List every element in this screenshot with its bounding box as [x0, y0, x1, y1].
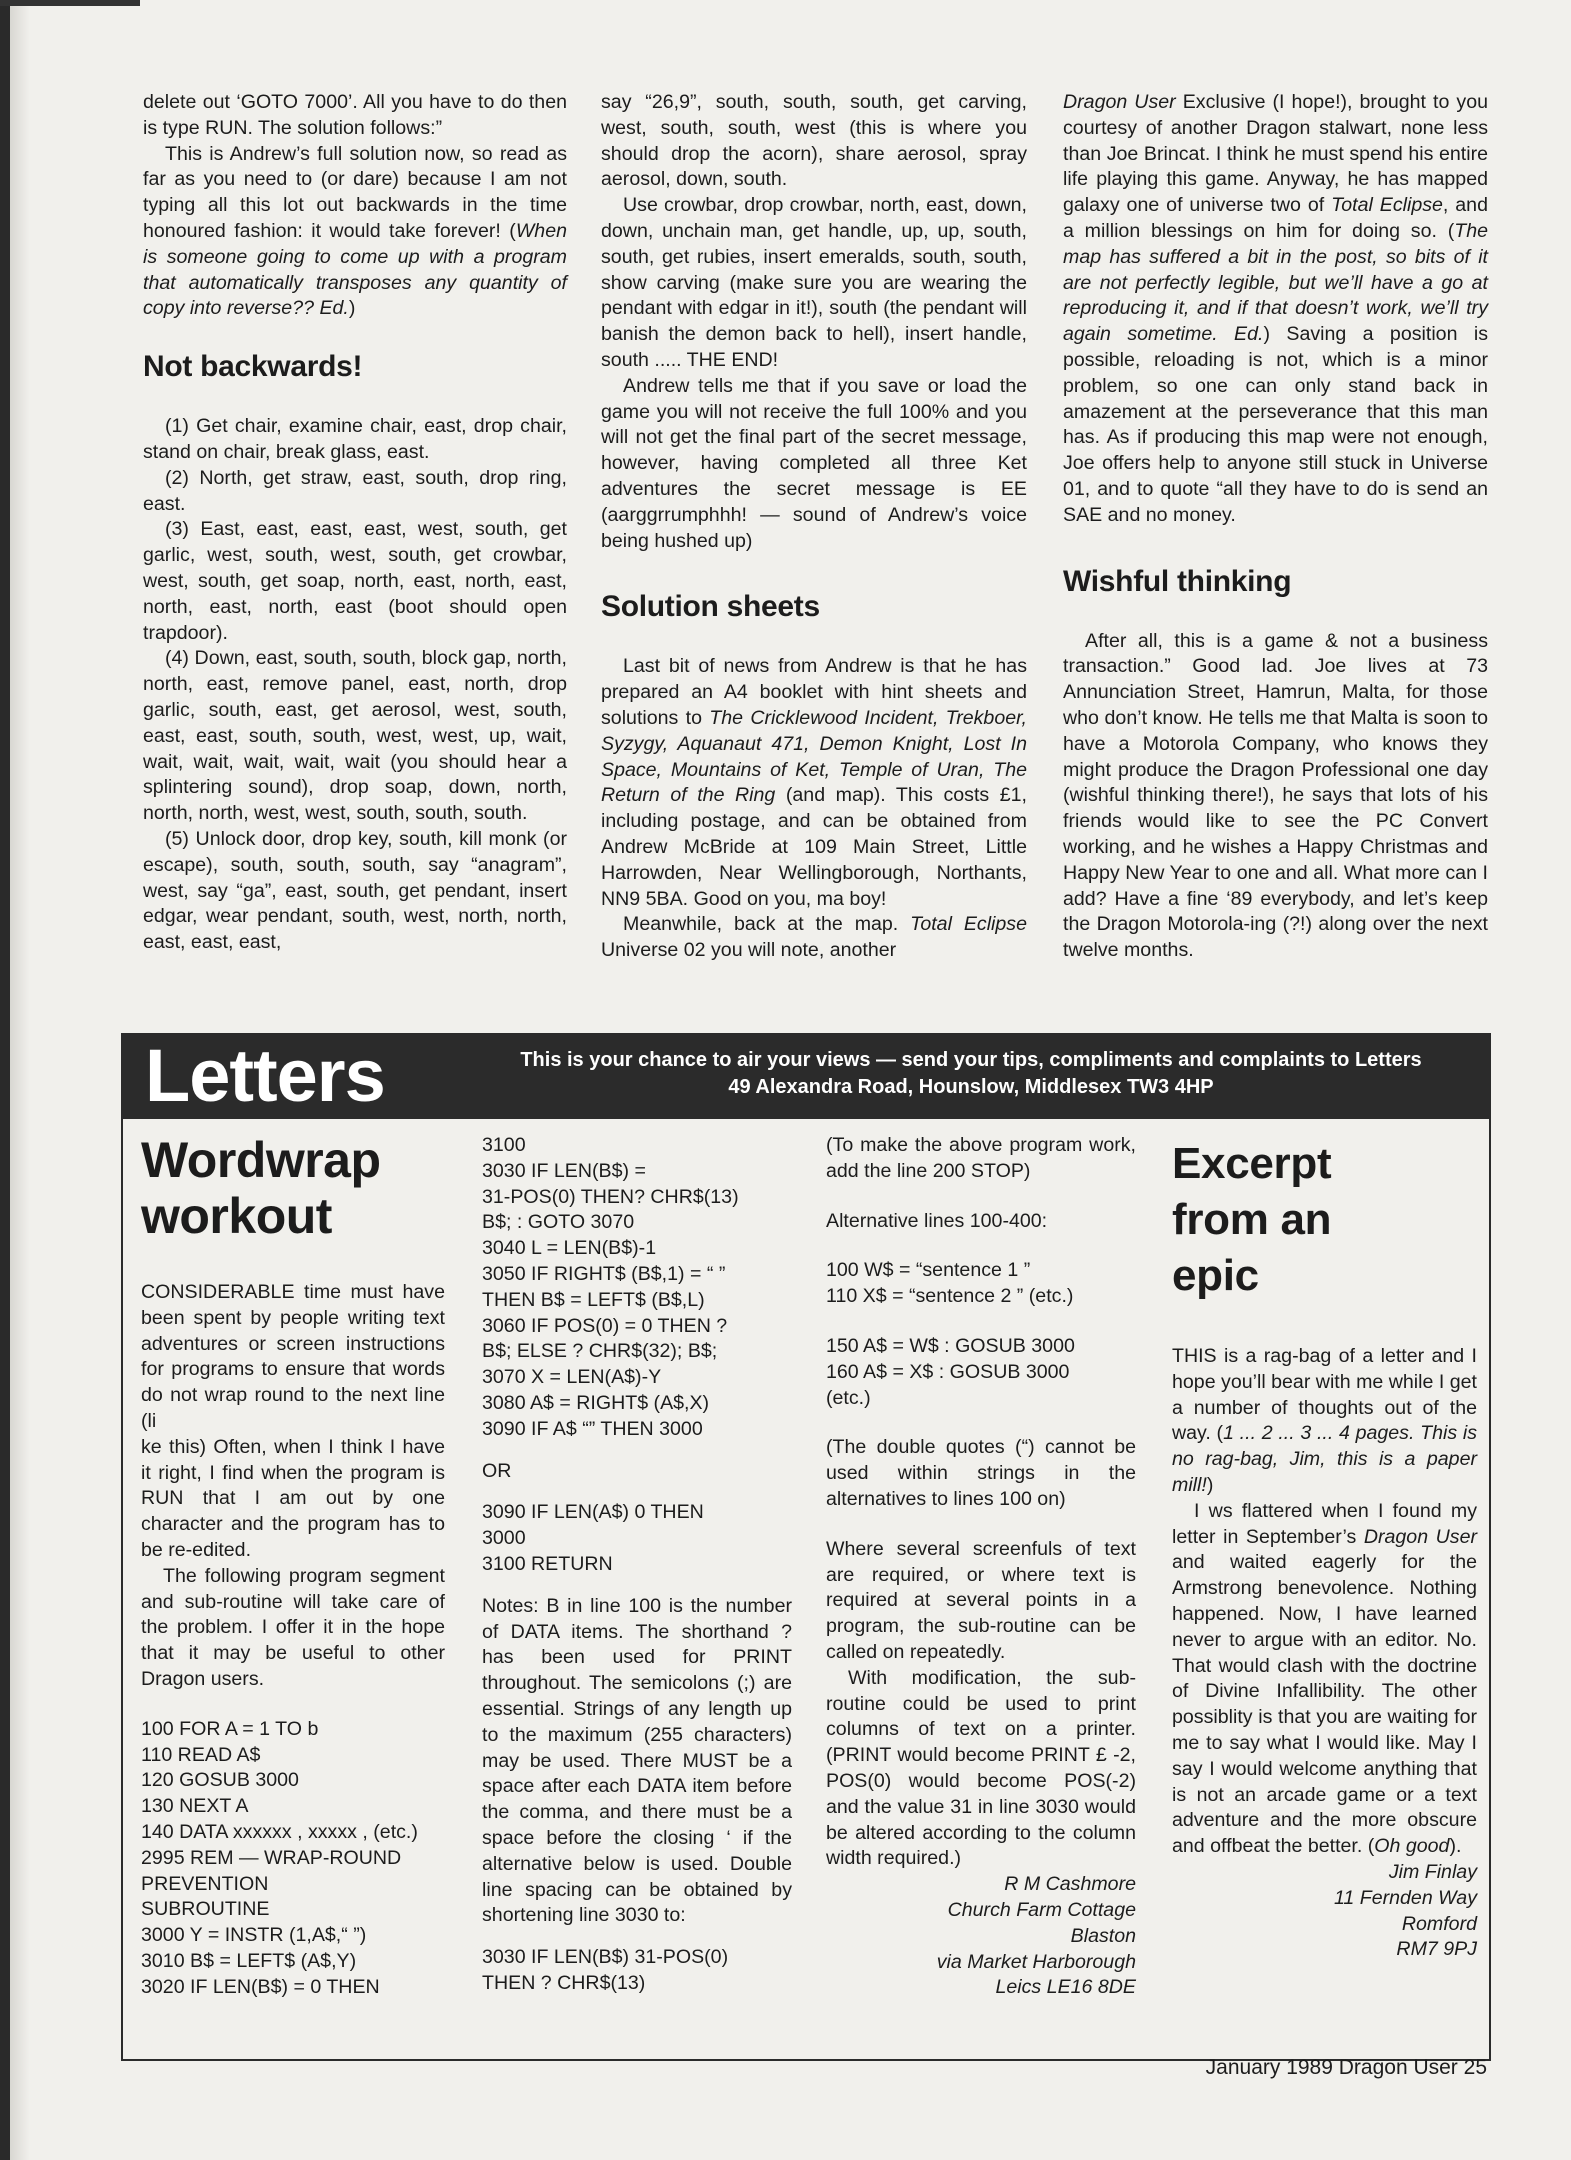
code-line: 3030 IF LEN(B$) 31-POS(0)	[482, 1946, 729, 1969]
letters-tagline	[451, 1047, 1491, 1101]
paragraph: Where several screenfuls of text are required, or where text is required at several points in a program, the sub-routine can be called on repeatedly.	[826, 1537, 1136, 1663]
code-line: 3090 IF LEN(A$) 0 THEN	[482, 1501, 704, 1524]
code-line: 3020 IF LEN(B$) = 0 THEN	[141, 1975, 380, 1998]
code-line: 140 DATA xxxxxx , xxxxx , (etc.)	[141, 1820, 418, 1843]
letter-column-2	[482, 1133, 792, 1997]
paragraph: I ws flattered when I found my letter in September’s Dragon User and waited eagerly for the Armstrong benevolence. Nothing happened. Now, I have learned never to argue with an editor. No. That would clash with the doctrine of Divine Infallibility. The other possiblity is that you are waiting for me to say what I would like. May I say I would welcome anything that is not an arcade game or a text adventure and the more obscure and offbeat the better. (Oh good).	[1172, 1499, 1478, 1858]
signature-line: Jim Finlay	[1388, 1860, 1477, 1883]
code-listing	[141, 1717, 445, 2001]
code-line: 3000 Y = INSTR (1,A$,“ ”)	[141, 1924, 367, 1947]
code-line: 3050 IF RIGHT$ (B$,1) = “ ”	[482, 1262, 726, 1285]
paragraph: (The double quotes (“) cannot be used within strings in the alternatives to lines 100 on)	[826, 1436, 1136, 1510]
signature-line: Leics LE16 8DE	[995, 1976, 1136, 1999]
code-line: PREVENTION	[141, 1872, 269, 1895]
code-line: 3000	[482, 1527, 526, 1550]
paragraph: Andrew tells me that if you save or load the game you will not receive the full 100% and you will not get the final part of the secret message, however, having completed all three Ket adventures the secret message is EE (aarggrrumphhh! — sound of Andrew’s voice being hushed up)	[601, 374, 1027, 552]
letter-signature	[826, 1872, 1136, 2001]
code-line: 3040 L = LEN(B$)-1	[482, 1237, 657, 1260]
signature-line: Church Farm Cottage	[947, 1898, 1136, 1921]
code-listing	[482, 1945, 792, 1997]
paragraph: With modification, the sub-routine could be used to print columns of text on a printer. (PRINT would become PRINT £ -2, POS(0) would become POS(-2) and the value 31 in line 3030 would be altered according to the column width required.)	[826, 1666, 1136, 1870]
code-line: 3010 B$ = LEFT$ (A$,Y)	[141, 1949, 357, 1972]
letter-heading-wordwrap: Wordwrap	[141, 1132, 381, 1188]
article-column-1	[143, 90, 567, 956]
letter-heading-from-an: from an	[1172, 1195, 1332, 1244]
paragraph: Alternative lines 100-400:	[826, 1209, 1048, 1232]
signature-line: R M Cashmore	[1004, 1873, 1136, 1896]
code-listing	[826, 1334, 1136, 1411]
signature-line: via Market Harborough	[936, 1950, 1136, 1973]
code-line: 3070 X = LEN(A$)-Y	[482, 1366, 662, 1389]
paragraph: (5) Unlock door, drop key, south, kill monk (or escape), south, south, south, say “anagram”, west, say “ga”, east, south, get pendant, insert edgar, wear pendant, south, west, north, north, east, east, east,	[143, 827, 567, 954]
code-line: 110 READ A$	[141, 1743, 261, 1766]
code-line: 3090 IF A$ “” THEN 3000	[482, 1417, 703, 1440]
page-top-shadow	[0, 0, 140, 6]
paragraph: This is Andrew’s full solution now, so read as far as you need to (or dare) because I am not typing all this lot out backwards in the time honoured fashion: it would take forever! (When is someone going to come up with a program that automatically transposes any quantity of copy into reverse?? Ed.)	[143, 142, 567, 320]
paragraph: Last bit of news from Andrew is that he has prepared an A4 booklet with hint sheets and solutions to The Cricklewood Incident, Trekboer, Syzygy, Aquanaut 471, Demon Knight, Lost In Space, Mountains of Ket, Temple of Uran, The Return of the Ring (and map). This costs £1, including postage, and can be obtained from Andrew McBride at 109 Main Street, Little Harrowden, Near Wellingborough, Northants, NN9 5BA. Good on you, ma boy!	[601, 655, 1027, 910]
code-line: 100 FOR A = 1 TO b	[141, 1717, 319, 1740]
paragraph: Meanwhile, back at the map. Total Eclipse Universe 02 you will note, another	[601, 913, 1028, 962]
code-line: 130 NEXT A	[141, 1795, 249, 1818]
paragraph: say “26,9”, south, south, south, get carving, west, south, south, west (this is where you should drop the acorn), share aerosol, spray aerosol, down, south.	[601, 91, 1027, 191]
page-gutter-shadow	[10, 0, 30, 2160]
paragraph: (2) North, get straw, east, south, drop ring, east.	[143, 466, 567, 515]
paragraph: (4) Down, east, south, south, block gap, north, north, east, remove panel, east, north, drop garlic, south, east, get aerosol, west, south, east, east, south, south, west, west, up, wait, wait, wait, wait, wait, wait (you should hear a splintering sound), drop soap, down, north, north, north, west, west, south, south, south.	[143, 647, 567, 825]
section-heading-not-backwards: Not backwards!	[143, 350, 363, 384]
code-line: (etc.)	[826, 1386, 871, 1409]
code-line: 3080 A$ = RIGHT$ (A$,X)	[482, 1391, 710, 1414]
code-line: SUBROUTINE	[141, 1898, 270, 1921]
letters-title: Letters	[145, 1034, 385, 1117]
code-line: 2995 REM — WRAP-ROUND	[141, 1846, 402, 1869]
letters-box-border-left	[121, 1119, 123, 2061]
letter-heading-excerpt: Excerpt	[1172, 1139, 1332, 1188]
code-line: THEN B$ = LEFT$ (B$,L)	[482, 1288, 705, 1311]
signature-line: RM7 9PJ	[1396, 1938, 1477, 1961]
code-line: 3100	[482, 1134, 526, 1156]
section-heading-solution-sheets: Solution sheets	[601, 590, 820, 624]
paragraph: Use crowbar, drop crowbar, north, east, down, down, unchain man, get handle, up, up, south, south, get rubies, insert emeralds, south, south, show carving (make sure you are wearing the pendant with edgar in it!), south (the pendant will banish the demon back to hell), insert handle, south ..... THE END!	[601, 194, 1027, 371]
code-line: 31-POS(0) THEN? CHR$(13)	[482, 1185, 739, 1208]
letters-address: 49 Alexandra Road, Hounslow, Middlesex TW3 4HP	[728, 1076, 1214, 1098]
signature-line: Romford	[1401, 1912, 1477, 1935]
article-column-3	[1063, 90, 1488, 964]
signature-line: 11 Fernden Way	[1333, 1886, 1477, 1909]
code-line: 3060 IF POS(0) = 0 THEN ?	[482, 1314, 728, 1337]
paragraph: CONSIDERABLE time must have been spent by people writing text adventures or screen instructions for programs to ensure that words do not wrap round to the next line (li	[141, 1281, 445, 1432]
code-line: 110 X$ = “sentence 2 ” (etc.)	[826, 1285, 1074, 1308]
letter-column-3	[826, 1133, 1136, 2001]
paragraph: THIS is a rag-bag of a letter and I hope you’ll bear with me while I get a number of thoughts out of the way. (1 ... 2 ... 3 ... 4 pages. This is no rag-bag, Jim, this is a paper mill!)	[1172, 1345, 1477, 1496]
paragraph: Notes: B in line 100 is the number of DATA items. The shorthand ? has been used for PRINT throughout. The semicolons (;) are essential. Strings of any length up to the maximum (255 characters) may be used. There MUST be a space after each DATA item before the comma, and there must be a space before the closing ‘ if the alternative below is used. Double line spacing can be obtained by shortening line 3030 to:	[482, 1594, 792, 1927]
paragraph: ke this) Often, when I think I have it right, I find when the program is RUN that I am out by one character and the program has to be re-edited.	[141, 1435, 445, 1561]
letters-banner	[121, 1033, 1491, 1119]
code-listing	[482, 1500, 792, 1577]
letters-box-border-right	[1489, 1119, 1491, 2061]
section-heading-wishful-thinking: Wishful thinking	[1063, 564, 1292, 598]
letter-heading-epic: epic	[1172, 1251, 1259, 1300]
paragraph: After all, this is a game & not a business transaction.” Good lad. Joe lives at 73 Annunciation Street, Hamrun, Malta, for those who don’t know. He tells me that Malta is soon to have a Motorola Company, who knows they might produce the Dragon Professional one day (wishful thinking there!), he says that lots of his friends would like to see the PC Convert working, and he wishes a Happy Christmas and Happy New Year to one and all. What more can I add? Have a fine ‘89 everybody, and let’s keep the Dragon Motorola-ing (?!) along over the next twelve months.	[1063, 629, 1488, 962]
letters-tagline-line: This is your chance to air your views — send your tips, compliments and complaints to Letters	[520, 1049, 1422, 1071]
code-listing	[482, 1133, 792, 1443]
article-column-2	[601, 90, 1027, 964]
code-line: THEN ? CHR$(13)	[482, 1971, 646, 1994]
code-line: 3100 RETURN	[482, 1552, 613, 1575]
code-line: B$; : GOTO 3070	[482, 1211, 635, 1234]
paragraph: delete out ‘GOTO 7000’. All you have to do then is type RUN. The solution follows:”	[143, 91, 567, 139]
page-binding-edge	[0, 0, 10, 2160]
paragraph: (1) Get chair, examine chair, east, drop chair, stand on chair, break glass, east.	[143, 415, 567, 463]
letter-column-1	[141, 1132, 445, 2001]
code-listing	[826, 1258, 1136, 1310]
signature-line: Blaston	[1070, 1924, 1136, 1947]
paragraph: Dragon User Exclusive (I hope!), brought to you courtesy of another Dragon stalwart, none less than Joe Brincat. I think he must spend his entire life playing this game. Anyway, he has mapped galaxy one of universe two of Total Eclipse, and a million blessings on him for doing so. (The map has suffered a bit in the post, so bits of it are not perfectly legible, but we’ll have a go at reproducing it, and if that doesn’t work, we’ll try again sometime. Ed.) Saving a position is possible, reloading is not, which is a minor problem, so one can only stand back in amazement at the perseverance that this man has. As if producing this map were not enough, Joe offers help to anyone still stuck in Universe 01, and to quote “all they have to do is send an SAE and no money.	[1063, 91, 1488, 526]
code-line: 100 W$ = “sentence 1 ”	[826, 1259, 1031, 1282]
paragraph: (To make the above program work, add the line 200 STOP)	[826, 1134, 1136, 1182]
code-line: B$; ELSE ? CHR$(32); B$;	[482, 1340, 718, 1363]
letter-heading-workout: workout	[141, 1188, 332, 1244]
code-line: 150 A$ = W$ : GOSUB 3000	[826, 1334, 1075, 1357]
letter-column-4	[1172, 1136, 1477, 1963]
page-footer: January 1989 Dragon User 25	[1205, 2056, 1487, 2079]
paragraph: The following program segment and sub-routine will take care of the problem. I offer it in the hope that it may be useful to other Dragon users.	[141, 1564, 445, 1690]
code-line: 3030 IF LEN(B$) =	[482, 1159, 646, 1182]
paragraph: (3) East, east, east, east, west, south, get garlic, west, south, west, south, get crowbar, west, south, get soap, north, east, north, east, north, east, north, east (boot should open trapdoor).	[143, 518, 567, 644]
letter-signature	[1172, 1860, 1477, 1963]
code-line: 160 A$ = X$ : GOSUB 3000	[826, 1360, 1070, 1383]
or-label: OR	[482, 1459, 512, 1482]
code-line: 120 GOSUB 3000	[141, 1769, 299, 1792]
